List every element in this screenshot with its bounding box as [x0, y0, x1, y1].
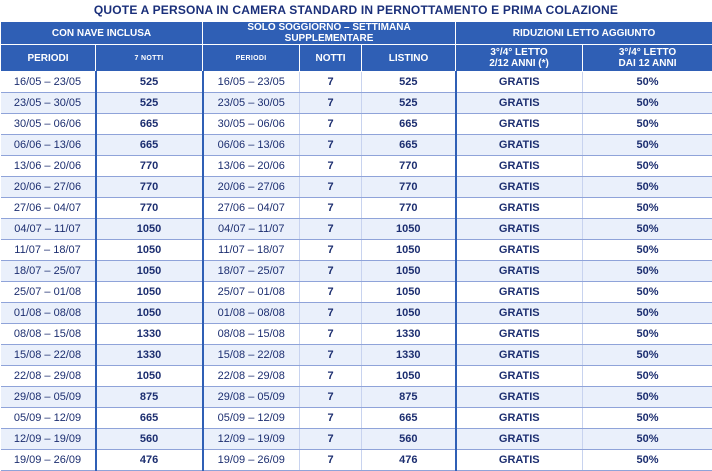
cell-notti: 7: [300, 324, 362, 345]
cell-riduzione-2-12: GRATIS: [456, 135, 583, 156]
cell-periodo-nave: 20/06 – 27/06: [1, 177, 96, 198]
cell-riduzione-2-12: GRATIS: [456, 366, 583, 387]
cell-notti: 7: [300, 408, 362, 429]
cell-periodo-nave: 27/06 – 04/07: [1, 198, 96, 219]
cell-periodo-soggiorno: 25/07 – 01/08: [203, 282, 300, 303]
table-row: [1, 135, 712, 156]
col-header-letto-2-12-line1: 3°/4° LETTO: [456, 47, 582, 58]
cell-notti: 7: [300, 345, 362, 366]
cell-notti: 7: [300, 303, 362, 324]
cell-notti: 7: [300, 240, 362, 261]
cell-listino: 1330: [362, 345, 456, 366]
group-riduzioni: RIDUZIONI LETTO AGGIUNTO: [456, 22, 712, 45]
cell-prezzo-7-notti: 665: [96, 408, 203, 429]
cell-periodo-nave: 25/07 – 01/08: [1, 282, 96, 303]
cell-notti: 7: [300, 450, 362, 471]
price-table: [0, 21, 712, 471]
cell-riduzione-2-12: GRATIS: [456, 408, 583, 429]
cell-riduzione-2-12: GRATIS: [456, 156, 583, 177]
cell-prezzo-7-notti: 770: [96, 198, 203, 219]
cell-periodo-soggiorno: 30/05 – 06/06: [203, 114, 300, 135]
group-header-row: [1, 22, 712, 45]
table-row: [1, 345, 712, 366]
cell-periodo-nave: 05/09 – 12/09: [1, 408, 96, 429]
cell-listino: 525: [362, 72, 456, 93]
table-row: [1, 303, 712, 324]
cell-listino: 665: [362, 135, 456, 156]
cell-periodo-nave: 19/09 – 26/09: [1, 450, 96, 471]
col-header-7-notti: 7 NOTTI: [96, 45, 203, 72]
col-header-letto-12-line2: DAI 12 ANNI: [583, 58, 712, 69]
cell-listino: 770: [362, 177, 456, 198]
cell-periodo-soggiorno: 15/08 – 22/08: [203, 345, 300, 366]
table-row: [1, 219, 712, 240]
cell-listino: 770: [362, 156, 456, 177]
cell-notti: 7: [300, 387, 362, 408]
cell-prezzo-7-notti: 1050: [96, 240, 203, 261]
cell-periodo-soggiorno: 23/05 – 30/05: [203, 93, 300, 114]
cell-riduzione-12: 50%: [583, 345, 712, 366]
cell-periodo-nave: 01/08 – 08/08: [1, 303, 96, 324]
column-header-row: [1, 45, 712, 72]
cell-periodo-nave: 06/06 – 13/06: [1, 135, 96, 156]
cell-notti: 7: [300, 93, 362, 114]
cell-listino: 1050: [362, 366, 456, 387]
cell-periodo-nave: 11/07 – 18/07: [1, 240, 96, 261]
cell-riduzione-12: 50%: [583, 219, 712, 240]
cell-listino: 1050: [362, 261, 456, 282]
cell-riduzione-12: 50%: [583, 198, 712, 219]
cell-listino: 1330: [362, 324, 456, 345]
cell-riduzione-2-12: GRATIS: [456, 72, 583, 93]
cell-periodo-nave: 22/08 – 29/08: [1, 366, 96, 387]
table-row: [1, 198, 712, 219]
cell-riduzione-12: 50%: [583, 366, 712, 387]
cell-periodo-nave: 23/05 – 30/05: [1, 93, 96, 114]
cell-riduzione-2-12: GRATIS: [456, 303, 583, 324]
col-header-periodi-soggiorno: PERIODI: [203, 45, 300, 72]
cell-periodo-soggiorno: 04/07 – 11/07: [203, 219, 300, 240]
cell-periodo-soggiorno: 08/08 – 15/08: [203, 324, 300, 345]
table-row: [1, 450, 712, 471]
cell-periodo-nave: 08/08 – 15/08: [1, 324, 96, 345]
col-header-letto-12: [583, 45, 712, 72]
cell-riduzione-2-12: GRATIS: [456, 282, 583, 303]
col-header-letto-12-line1: 3°/4° LETTO: [583, 47, 712, 58]
cell-listino: 1050: [362, 303, 456, 324]
cell-periodo-soggiorno: 19/09 – 26/09: [203, 450, 300, 471]
cell-riduzione-2-12: GRATIS: [456, 219, 583, 240]
cell-notti: 7: [300, 429, 362, 450]
cell-prezzo-7-notti: 560: [96, 429, 203, 450]
cell-prezzo-7-notti: 1330: [96, 324, 203, 345]
cell-riduzione-2-12: GRATIS: [456, 429, 583, 450]
col-header-letto-2-12: [456, 45, 583, 72]
cell-prezzo-7-notti: 1050: [96, 219, 203, 240]
table-row: [1, 261, 712, 282]
cell-prezzo-7-notti: 665: [96, 114, 203, 135]
col-header-listino: LISTINO: [362, 45, 456, 72]
cell-prezzo-7-notti: 1050: [96, 282, 203, 303]
table-row: [1, 240, 712, 261]
cell-listino: 476: [362, 450, 456, 471]
cell-riduzione-12: 50%: [583, 93, 712, 114]
cell-riduzione-12: 50%: [583, 135, 712, 156]
cell-riduzione-12: 50%: [583, 72, 712, 93]
cell-prezzo-7-notti: 1050: [96, 261, 203, 282]
table-row: [1, 156, 712, 177]
table-row: [1, 177, 712, 198]
cell-riduzione-12: 50%: [583, 408, 712, 429]
cell-riduzione-2-12: GRATIS: [456, 240, 583, 261]
cell-riduzione-2-12: GRATIS: [456, 93, 583, 114]
table-header: [1, 22, 712, 72]
table-row: [1, 72, 712, 93]
cell-prezzo-7-notti: 770: [96, 177, 203, 198]
cell-listino: 665: [362, 408, 456, 429]
cell-notti: 7: [300, 282, 362, 303]
cell-riduzione-2-12: GRATIS: [456, 387, 583, 408]
cell-periodo-soggiorno: 06/06 – 13/06: [203, 135, 300, 156]
cell-riduzione-12: 50%: [583, 261, 712, 282]
cell-notti: 7: [300, 72, 362, 93]
cell-periodo-nave: 13/06 – 20/06: [1, 156, 96, 177]
cell-listino: 1050: [362, 282, 456, 303]
cell-periodo-soggiorno: 22/08 – 29/08: [203, 366, 300, 387]
cell-riduzione-2-12: GRATIS: [456, 450, 583, 471]
cell-periodo-soggiorno: 12/09 – 19/09: [203, 429, 300, 450]
table-body: [1, 72, 712, 471]
cell-riduzione-12: 50%: [583, 177, 712, 198]
table-title: QUOTE A PERSONA IN CAMERA STANDARD IN PERNOTTAMENTO E PRIMA COLAZIONE: [0, 0, 712, 21]
cell-periodo-soggiorno: 29/08 – 05/09: [203, 387, 300, 408]
cell-notti: 7: [300, 114, 362, 135]
cell-listino: 560: [362, 429, 456, 450]
table-row: [1, 366, 712, 387]
group-nave-inclusa: CON NAVE INCLUSA: [1, 22, 203, 45]
cell-listino: 875: [362, 387, 456, 408]
cell-notti: 7: [300, 177, 362, 198]
cell-riduzione-12: 50%: [583, 282, 712, 303]
table-row: [1, 429, 712, 450]
cell-riduzione-2-12: GRATIS: [456, 114, 583, 135]
cell-periodo-nave: 30/05 – 06/06: [1, 114, 96, 135]
cell-periodo-soggiorno: 16/05 – 23/05: [203, 72, 300, 93]
col-header-periodi: PERIODI: [1, 45, 96, 72]
group-solo-soggiorno: SOLO SOGGIORNO – SETTIMANA SUPPLEMENTARE: [203, 22, 456, 45]
cell-riduzione-12: 50%: [583, 240, 712, 261]
cell-periodo-soggiorno: 20/06 – 27/06: [203, 177, 300, 198]
cell-notti: 7: [300, 219, 362, 240]
col-header-notti: NOTTI: [300, 45, 362, 72]
cell-periodo-soggiorno: 11/07 – 18/07: [203, 240, 300, 261]
cell-riduzione-12: 50%: [583, 387, 712, 408]
cell-periodo-soggiorno: 18/07 – 25/07: [203, 261, 300, 282]
cell-notti: 7: [300, 366, 362, 387]
cell-prezzo-7-notti: 1050: [96, 303, 203, 324]
cell-riduzione-12: 50%: [583, 303, 712, 324]
cell-notti: 7: [300, 156, 362, 177]
cell-riduzione-12: 50%: [583, 114, 712, 135]
cell-listino: 1050: [362, 240, 456, 261]
cell-riduzione-2-12: GRATIS: [456, 261, 583, 282]
cell-riduzione-2-12: GRATIS: [456, 345, 583, 366]
cell-periodo-soggiorno: 05/09 – 12/09: [203, 408, 300, 429]
cell-riduzione-2-12: GRATIS: [456, 324, 583, 345]
table-row: [1, 324, 712, 345]
cell-notti: 7: [300, 198, 362, 219]
cell-periodo-nave: 12/09 – 19/09: [1, 429, 96, 450]
cell-prezzo-7-notti: 770: [96, 156, 203, 177]
cell-prezzo-7-notti: 476: [96, 450, 203, 471]
cell-listino: 665: [362, 114, 456, 135]
cell-prezzo-7-notti: 875: [96, 387, 203, 408]
cell-listino: 1050: [362, 219, 456, 240]
cell-notti: 7: [300, 135, 362, 156]
cell-periodo-nave: 29/08 – 05/09: [1, 387, 96, 408]
cell-prezzo-7-notti: 665: [96, 135, 203, 156]
cell-periodo-soggiorno: 13/06 – 20/06: [203, 156, 300, 177]
cell-prezzo-7-notti: 1330: [96, 345, 203, 366]
cell-periodo-nave: 16/05 – 23/05: [1, 72, 96, 93]
table-row: [1, 387, 712, 408]
table-row: [1, 93, 712, 114]
cell-prezzo-7-notti: 525: [96, 72, 203, 93]
cell-notti: 7: [300, 261, 362, 282]
cell-riduzione-12: 50%: [583, 450, 712, 471]
cell-listino: 770: [362, 198, 456, 219]
cell-periodo-nave: 04/07 – 11/07: [1, 219, 96, 240]
cell-periodo-nave: 15/08 – 22/08: [1, 345, 96, 366]
cell-riduzione-12: 50%: [583, 429, 712, 450]
cell-periodo-nave: 18/07 – 25/07: [1, 261, 96, 282]
cell-periodo-soggiorno: 27/06 – 04/07: [203, 198, 300, 219]
cell-periodo-soggiorno: 01/08 – 08/08: [203, 303, 300, 324]
table-row: [1, 114, 712, 135]
table-row: [1, 282, 712, 303]
cell-riduzione-12: 50%: [583, 156, 712, 177]
col-header-letto-2-12-line2: 2/12 ANNI (*): [456, 58, 582, 69]
cell-listino: 525: [362, 93, 456, 114]
cell-riduzione-12: 50%: [583, 324, 712, 345]
cell-riduzione-2-12: GRATIS: [456, 177, 583, 198]
cell-prezzo-7-notti: 1050: [96, 366, 203, 387]
cell-prezzo-7-notti: 525: [96, 93, 203, 114]
table-row: [1, 408, 712, 429]
cell-riduzione-2-12: GRATIS: [456, 198, 583, 219]
